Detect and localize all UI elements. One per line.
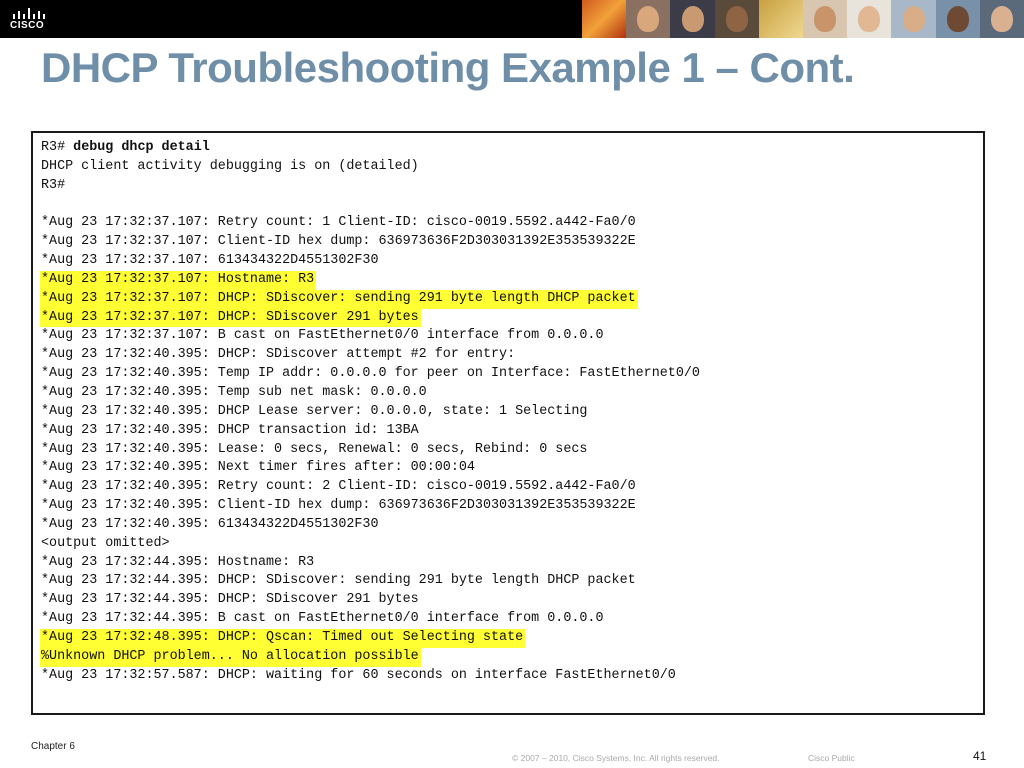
- console-line: [41, 177, 700, 196]
- console-text: <output omitted>: [41, 535, 170, 551]
- console-line: [41, 196, 700, 215]
- highlighted-console-text: *Aug 23 17:32:48.395: DHCP: Qscan: Timed out Selecting state: [40, 629, 525, 648]
- console-line: [41, 233, 700, 252]
- cisco-logo: [10, 6, 62, 34]
- console-text: *Aug 23 17:32:40.395: 613434322D4551302F30: [41, 516, 379, 532]
- photo-image: [670, 0, 714, 38]
- console-text: *Aug 23 17:32:44.395: Hostname: R3: [41, 554, 315, 570]
- console-line: [41, 384, 700, 403]
- photo-image: [980, 0, 1024, 38]
- console-text: *Aug 23 17:32:40.395: Retry count: 2 Client-ID: cisco-0019.5592.a442-Fa0/0: [41, 479, 636, 495]
- console-text: *Aug 23 17:32:40.395: Temp sub net mask: 0.0.0.0: [41, 384, 427, 400]
- console-text: *Aug 23 17:32:40.395: Temp IP addr: 0.0.0.0 for peer on Interface: FastEthernet0/0: [41, 366, 700, 382]
- copyright-text: © 2007 – 2010, Cisco Systems, Inc. All rights reserved.: [512, 753, 720, 763]
- console-lines: [41, 139, 700, 685]
- console-line: [41, 667, 700, 686]
- console-line: [41, 139, 700, 158]
- photo-image: [582, 0, 626, 38]
- console-text: DHCP client activity debugging is on (detailed): [41, 158, 419, 174]
- console-line: [41, 478, 700, 497]
- console-command: debug dhcp detail: [73, 140, 210, 155]
- console-line: [41, 535, 700, 554]
- highlighted-console-text: *Aug 23 17:32:37.107: Hostname: R3: [40, 271, 316, 290]
- photo-image: [847, 0, 891, 38]
- console-output-box: [31, 131, 985, 715]
- photo-image: [626, 0, 670, 38]
- console-text: *Aug 23 17:32:40.395: Lease: 0 secs, Renewal: 0 secs, Rebind: 0 secs: [41, 441, 588, 457]
- console-text: *Aug 23 17:32:44.395: DHCP: SDiscover 291 bytes: [41, 592, 419, 608]
- console-line: [41, 214, 700, 233]
- console-text: R3#: [41, 177, 66, 193]
- console-line: [41, 591, 700, 610]
- console-line: [41, 271, 700, 290]
- console-text: *Aug 23 17:32:37.107: 613434322D4551302F30: [41, 253, 379, 269]
- console-line: [41, 252, 700, 271]
- console-prompt: R3#: [41, 140, 74, 155]
- highlighted-console-text: %Unknown DHCP problem... No allocation possible: [40, 648, 421, 667]
- console-line: [41, 459, 700, 478]
- classification-label: Cisco Public: [808, 753, 855, 763]
- console-line: [41, 327, 700, 346]
- console-text: *Aug 23 17:32:40.395: DHCP Lease server: 0.0.0.0, state: 1 Selecting: [41, 403, 588, 419]
- console-text: *Aug 23 17:32:37.107: Client-ID hex dump: 636973636F2D303031392E353539322E: [41, 234, 636, 250]
- console-text: *Aug 23 17:32:37.107: Retry count: 1 Client-ID: cisco-0019.5592.a442-Fa0/0: [41, 215, 636, 231]
- people-photo-strip: [582, 0, 1024, 38]
- cisco-bars-icon: [12, 8, 58, 20]
- console-line: [41, 610, 700, 629]
- console-line: [41, 365, 700, 384]
- chapter-label: Chapter 6: [31, 741, 75, 752]
- console-line: [41, 309, 700, 328]
- console-line: [41, 516, 700, 535]
- console-line: [41, 629, 700, 648]
- console-line: [41, 346, 700, 365]
- console-line: [41, 554, 700, 573]
- console-text: *Aug 23 17:32:57.587: DHCP: waiting for 60 seconds on interface FastEthernet0/0: [41, 667, 676, 683]
- console-text: *Aug 23 17:32:44.395: DHCP: SDiscover: sending 291 byte length DHCP packet: [41, 573, 636, 589]
- photo-image: [891, 0, 935, 38]
- console-line: [41, 497, 700, 516]
- console-text: *Aug 23 17:32:40.395: Client-ID hex dump: 636973636F2D303031392E353539322E: [41, 498, 636, 514]
- console-line: [41, 422, 700, 441]
- console-text: *Aug 23 17:32:40.395: DHCP: SDiscover attempt #2 for entry:: [41, 347, 516, 363]
- console-text: *Aug 23 17:32:40.395: Next timer fires after: 00:00:04: [41, 460, 475, 476]
- photo-image: [715, 0, 759, 38]
- console-line: [41, 158, 700, 177]
- photo-image: [936, 0, 980, 38]
- console-text: *Aug 23 17:32:44.395: B cast on FastEthernet0/0 interface from 0.0.0.0: [41, 611, 604, 627]
- photo-image: [803, 0, 847, 38]
- console-line: [41, 290, 700, 309]
- highlighted-console-text: *Aug 23 17:32:37.107: DHCP: SDiscover: sending 291 byte length DHCP packet: [40, 290, 638, 309]
- console-text: *Aug 23 17:32:37.107: B cast on FastEthernet0/0 interface from 0.0.0.0: [41, 328, 604, 344]
- page-title: DHCP Troubleshooting Example 1 – Cont.: [41, 44, 855, 91]
- console-line: [41, 648, 700, 667]
- console-line: [41, 403, 700, 422]
- top-banner: [0, 0, 1024, 38]
- highlighted-console-text: *Aug 23 17:32:37.107: DHCP: SDiscover 291 bytes: [40, 309, 421, 328]
- cisco-logo-text: CISCO: [10, 20, 45, 31]
- console-text: [41, 140, 210, 155]
- console-text: *Aug 23 17:32:40.395: DHCP transaction id: 13BA: [41, 422, 419, 438]
- console-line: [41, 441, 700, 460]
- console-line: [41, 572, 700, 591]
- photo-image: [759, 0, 803, 38]
- page-number: 41: [973, 749, 987, 763]
